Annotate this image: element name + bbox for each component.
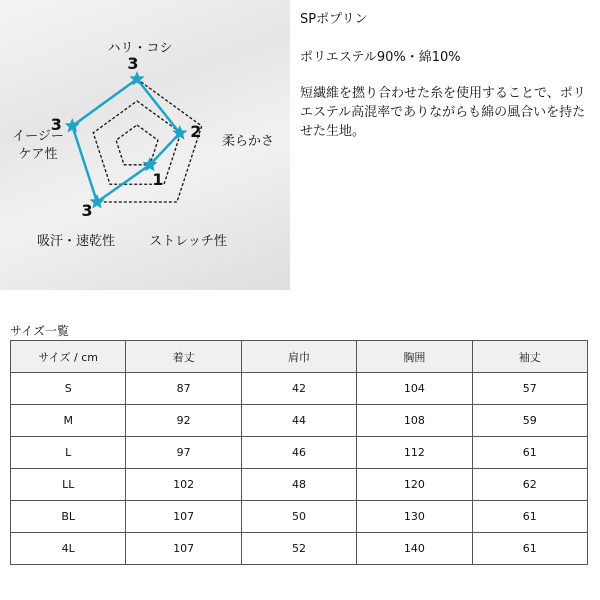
fabric-name: SPポプリン (300, 12, 368, 27)
size-table-cell: 97 (126, 437, 241, 469)
size-table-cell: 108 (357, 405, 472, 437)
size-table-cell: 130 (357, 501, 472, 533)
radar-axis-label: イージーケア性 (12, 129, 64, 162)
fabric-description: 短繊維を撚り合わせた糸を使用することで、ポリエステル高混率でありながらも綿の風合いを持たせた生地。 (300, 86, 586, 139)
radar-grid-ring-1 (116, 125, 158, 165)
size-table-header-cell: 胸囲 (357, 341, 472, 373)
size-table-header-row (11, 341, 588, 373)
size-table-cell: BL (11, 501, 126, 533)
size-table-cell: 61 (472, 437, 587, 469)
size-table-row (11, 373, 588, 405)
size-table-row (11, 501, 588, 533)
size-table-cell: LL (11, 469, 126, 501)
size-table-cell: 102 (126, 469, 241, 501)
size-table-cell: 107 (126, 533, 241, 565)
size-table-cell: 62 (472, 469, 587, 501)
size-table-cell: 50 (241, 501, 356, 533)
size-table-cell: 104 (357, 373, 472, 405)
size-table-cell: 4L (11, 533, 126, 565)
size-table-row (11, 437, 588, 469)
size-table-header-cell: 袖丈 (472, 341, 587, 373)
size-table-cell: 46 (241, 437, 356, 469)
size-table-cell: 48 (241, 469, 356, 501)
radar-axis-label: 吸汗・速乾性 (36, 234, 116, 249)
size-table-cell: 140 (357, 533, 472, 565)
size-table-cell: 87 (126, 373, 241, 405)
size-table-cell: 44 (241, 405, 356, 437)
radar-score-label: 1 (152, 169, 164, 189)
size-table-cell: 120 (357, 469, 472, 501)
radar-chart (0, 0, 290, 290)
size-table-cell: 107 (126, 501, 241, 533)
radar-score-label: 3 (81, 201, 93, 221)
size-table-cell: 52 (241, 533, 356, 565)
radar-axis-label: ハリ・コシ (107, 41, 173, 56)
size-table-cell: S (11, 373, 126, 405)
size-table-cell: 42 (241, 373, 356, 405)
size-table-cell: 112 (357, 437, 472, 469)
radar-axis-label: 柔らかさ (222, 134, 275, 149)
size-table-cell: M (11, 405, 126, 437)
radar-axis-label: ストレッチ性 (149, 234, 227, 249)
radar-grid-ring-2 (93, 101, 180, 184)
radar-score-label: 2 (190, 122, 202, 142)
radar-score-label: 3 (127, 54, 139, 73)
fabric-swatch-panel (0, 0, 290, 290)
fabric-info (300, 10, 592, 142)
size-table (10, 340, 588, 565)
size-table-cell: 61 (472, 501, 587, 533)
size-table-cell: 61 (472, 533, 587, 565)
radar-score-label: 3 (50, 114, 62, 134)
size-table-header-cell: 肩巾 (241, 341, 356, 373)
size-table-header-cell: 着丈 (126, 341, 241, 373)
size-table-cell: L (11, 437, 126, 469)
size-table-cell: 57 (472, 373, 587, 405)
size-table-cell: 92 (126, 405, 241, 437)
size-table-cell: 59 (472, 405, 587, 437)
size-table-row (11, 405, 588, 437)
size-table-title: サイズ一覧 (10, 324, 70, 338)
radar-point-star (65, 118, 80, 133)
size-table-header-cell: サイズ / cm (11, 341, 126, 373)
size-table-row (11, 469, 588, 501)
size-table-row (11, 533, 588, 565)
fabric-composition: ポリエステル90%・綿10% (300, 49, 461, 65)
